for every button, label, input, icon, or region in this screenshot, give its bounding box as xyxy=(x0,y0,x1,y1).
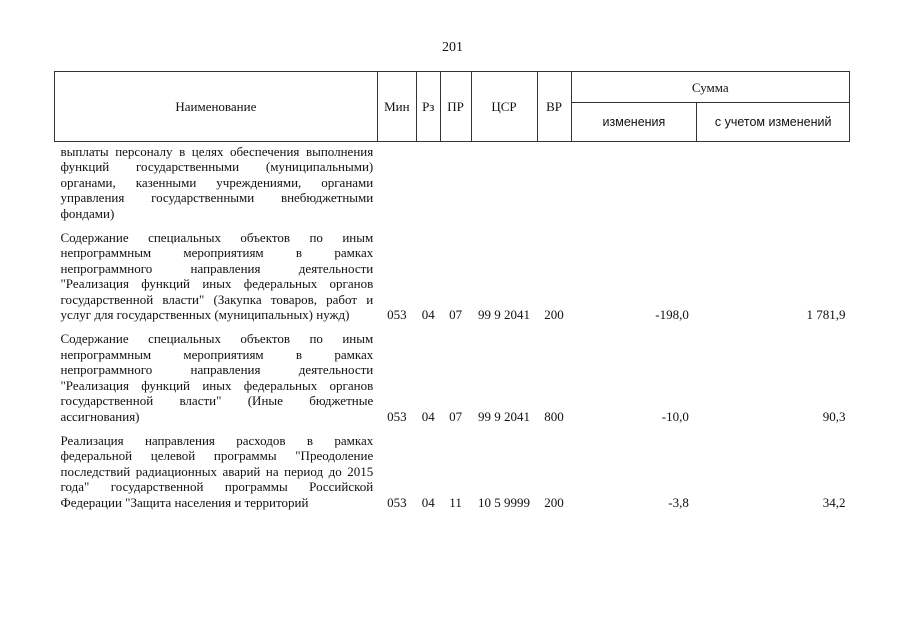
row-total: 1 781,9 xyxy=(806,307,846,323)
row-pr xyxy=(440,142,471,231)
row-name: Содержание специальных объектов по иным непрограммным мероприятиям в рамках непрограммного направления деятельности "Реализация функций иных федеральных органов государственной власти" (Закупка товаров, работ и услуг для государственных (муниципальных) нужд) xyxy=(60,230,374,323)
header-sum: Сумма xyxy=(571,72,849,103)
row-total: 90,3 xyxy=(822,408,846,424)
table-row xyxy=(55,142,850,231)
row-pr: 11 xyxy=(449,494,462,510)
row-change: -198,0 xyxy=(655,307,689,323)
row-csr: 10 5 9999 xyxy=(478,494,531,510)
row-name: выплаты персоналу в целях обеспечения выполнения функций государственными (муниципальными) органами, казенными учреждениями, органами управления государственными внебюджетными фондами) xyxy=(60,144,374,221)
row-rz: 04 xyxy=(421,408,435,424)
row-pr: 07 xyxy=(449,307,463,323)
header-rz: Рз xyxy=(416,72,440,142)
row-name: Реализация направления расходов в рамках федеральной целевой программы "Преодоление последствий радиационных аварий на период до 2015 года" государственной программы Российской Федерации "Защита населения и территорий xyxy=(60,432,374,510)
row-csr xyxy=(471,142,537,231)
row-min: 053 xyxy=(387,408,407,424)
table-row xyxy=(55,433,850,519)
row-change: -3,8 xyxy=(668,494,689,510)
table-body xyxy=(55,142,850,519)
header-vr: ВР xyxy=(537,72,571,142)
header-with-change: с учетом изменений xyxy=(697,103,850,142)
header-name: Наименование xyxy=(55,72,378,142)
table-row xyxy=(55,230,850,331)
row-change: -10,0 xyxy=(661,408,689,424)
row-csr: 99 9 2041 xyxy=(478,307,531,323)
table-header xyxy=(55,72,850,142)
row-total: 34,2 xyxy=(822,494,846,510)
table-row xyxy=(55,331,850,432)
row-vr: 200 xyxy=(544,494,564,510)
row-vr xyxy=(537,142,571,231)
row-rz xyxy=(416,142,440,231)
header-pr: ПР xyxy=(440,72,471,142)
row-min xyxy=(377,142,416,231)
row-pr: 07 xyxy=(449,408,463,424)
row-min: 053 xyxy=(387,494,407,510)
row-csr: 99 9 2041 xyxy=(478,408,531,424)
header-csr: ЦСР xyxy=(471,72,537,142)
page-number: 201 xyxy=(442,40,463,55)
row-vr: 200 xyxy=(544,307,564,323)
row-rz: 04 xyxy=(421,307,435,323)
row-total xyxy=(697,142,850,231)
row-name: Содержание специальных объектов по иным непрограммным мероприятиям в рамках непрограммного направления деятельности "Реализация функций иных федеральных органов государственной власти" (Иные бюджетные ассигнования) xyxy=(60,331,374,424)
row-vr: 800 xyxy=(544,408,564,424)
budget-table xyxy=(54,71,850,519)
header-change: изменения xyxy=(571,103,697,142)
row-min: 053 xyxy=(387,307,407,323)
row-rz: 04 xyxy=(421,494,435,510)
row-change xyxy=(571,142,697,231)
header-min: Мин xyxy=(377,72,416,142)
